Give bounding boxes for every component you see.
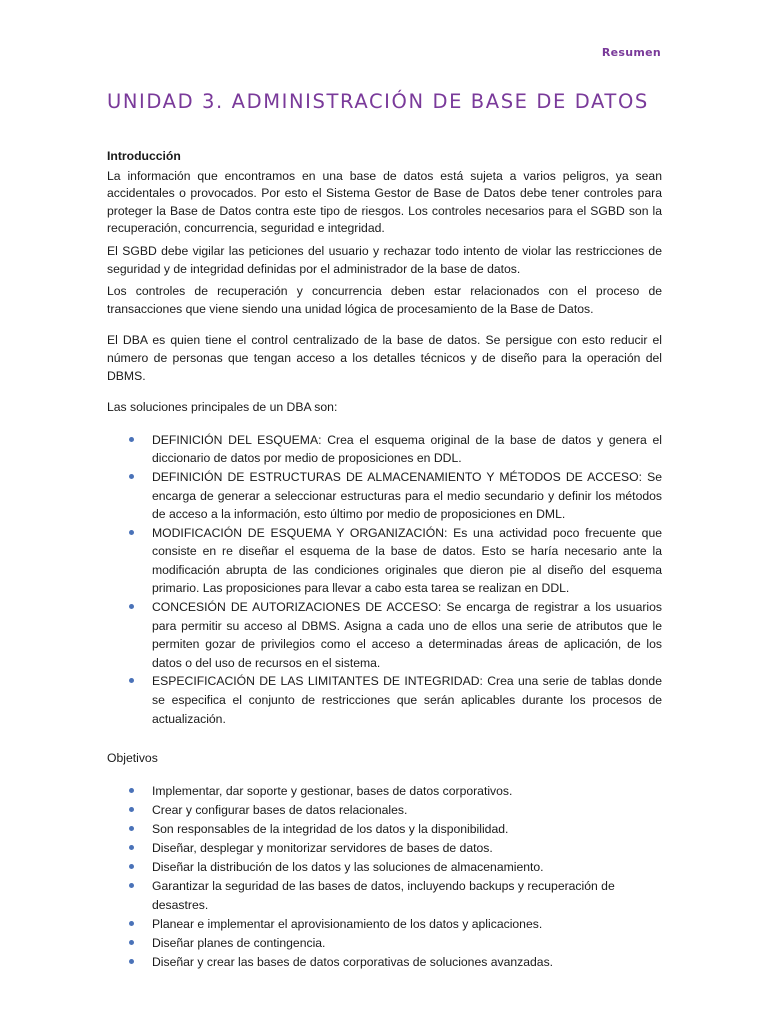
list-item-text: DEFINICIÓN DE ESTRUCTURAS DE ALMACENAMIENTO Y MÉTODOS DE ACCESO: Se encarga de generar a seleccionar estructuras para el medio secundario y definir los métodos de acceso a la información, esto último por medio de proposiciones en DML. — [152, 469, 662, 522]
bullet-icon — [129, 921, 134, 926]
list-item — [107, 934, 662, 953]
list-item-text: ESPECIFICACIÓN DE LAS LIMITANTES DE INTEGRIDAD: Crea una serie de tablas donde se especifica el conjunto de restricciones que serán aplicables durante los procesos de actualización. — [152, 674, 662, 726]
intro-heading: Introducción — [107, 149, 181, 163]
list-item — [107, 858, 662, 877]
list-item-text: Diseñar planes de contingencia. — [152, 935, 326, 950]
header-label: Resumen — [601, 46, 661, 59]
list-item-text: Implementar, dar soporte y gestionar, bases de datos corporativos. — [152, 783, 513, 798]
list-item-text: CONCESIÓN DE AUTORIZACIONES DE ACCESO: Se encarga de registrar a los usuarios para permitir su acceso al DBMS. Asigna a cada uno de ellos una serie de atributos que le permiten gozar de privilegios como el acceso a determinadas áreas de aplicación, de los datos o del uso de recursos en el sistema. — [152, 600, 662, 670]
bullet-icon — [129, 807, 134, 812]
list-item — [107, 877, 662, 915]
objectives-list — [107, 782, 662, 972]
list-item — [107, 598, 662, 672]
bullet-icon — [129, 788, 134, 793]
intro-paragraph-1: La información que encontramos en una base de datos está sujeta a varios peligros, ya sean accidentales o provocados. Por esto el Sistema Gestor de Base de Datos debe tener controles para proteger la Base de Datos contra este tipo de riesgos. Los controles necesarios para el SGBD son la recuperación, concurrencia, seguridad e integridad. — [107, 168, 662, 236]
list-item-text: Crear y configurar bases de datos relacionales. — [152, 802, 408, 817]
bullet-icon — [129, 437, 134, 442]
page-title: UNIDAD 3. ADMINISTRACIÓN DE BASE DE DATOS — [107, 90, 649, 113]
list-item — [107, 820, 662, 839]
bullet-icon — [129, 530, 134, 535]
bullet-icon — [129, 474, 134, 479]
bullet-icon — [129, 604, 134, 609]
bullet-icon — [129, 883, 134, 888]
intro-paragraph-2: El SGBD debe vigilar las peticiones del usuario y rechazar todo intento de violar las restricciones de seguridad y de integridad definidas por el administrador de la base de datos. — [107, 243, 662, 276]
list-item — [107, 801, 662, 820]
bullet-icon — [129, 845, 134, 850]
list-item-text: Planear e implementar el aprovisionamiento de los datos y aplicaciones. — [152, 916, 543, 931]
bullet-icon — [129, 940, 134, 945]
list-item-text: DEFINICIÓN DEL ESQUEMA: Crea el esquema original de la base de datos y genera el diccionario de datos por medio de proposiciones en DDL. — [152, 432, 662, 466]
bullet-icon — [129, 826, 134, 831]
bullet-icon — [129, 678, 134, 683]
objectives-heading: Objetivos — [107, 751, 158, 766]
list-item — [107, 782, 662, 801]
bullet-icon — [129, 864, 134, 869]
list-item — [107, 524, 662, 598]
list-item-text: Diseñar la distribución de los datos y las soluciones de almacenamiento. — [152, 859, 544, 874]
intro-paragraph-4: El DBA es quien tiene el control centralizado de la base de datos. Se persigue con esto reducir el número de personas que tengan acceso a los detalles técnicos y de diseño para la operación del DBMS. — [107, 333, 662, 383]
list-item-text: Diseñar y crear las bases de datos corporativas de soluciones avanzadas. — [152, 954, 554, 969]
solutions-list — [107, 431, 662, 729]
list-item-text: Diseñar, desplegar y monitorizar servidores de bases de datos. — [152, 840, 493, 855]
list-item — [107, 915, 662, 934]
list-item — [107, 468, 662, 524]
list-item — [107, 431, 662, 468]
list-item-text: Son responsables de la integridad de los datos y la disponibilidad. — [152, 821, 509, 836]
intro-paragraph-3: Los controles de recuperación y concurrencia deben estar relacionados con el proceso de transacciones que viene siendo una unidad lógica de procesamiento de la Base de Datos. — [107, 284, 662, 316]
list-item-text: MODIFICACIÓN DE ESQUEMA Y ORGANIZACIÓN: Es una actividad poco frecuente que consiste en re diseñar el esquema de la base de datos. Esto se haría necesario ante la modificación abrupta de las condiciones originales que dieron pie al diseño del esquema primario. Las proposiciones para llevar a cabo esta tarea se realizan en DDL. — [152, 525, 662, 596]
list-item — [107, 953, 662, 972]
intro-paragraph-5: Las soluciones principales de un DBA son: — [107, 400, 338, 415]
list-item — [107, 672, 662, 728]
list-item — [107, 839, 662, 858]
bullet-icon — [129, 959, 134, 964]
list-item-text: Garantizar la seguridad de las bases de datos, incluyendo backups y recuperación de desastres. — [152, 878, 615, 912]
document-body — [107, 148, 662, 972]
